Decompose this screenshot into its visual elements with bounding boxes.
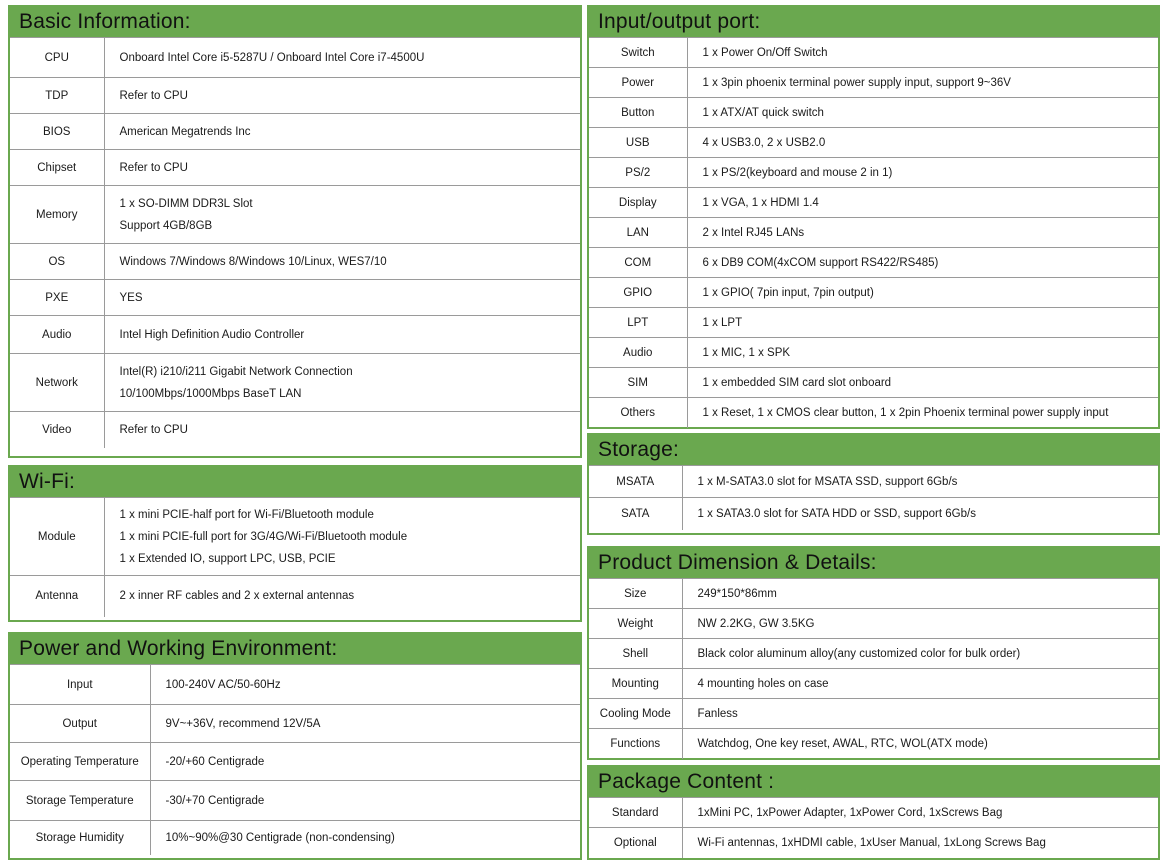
- power-environment-section: [8, 632, 582, 860]
- spec-value: [104, 576, 580, 617]
- spec-value: [150, 781, 580, 821]
- spec-label: Operating Temperature: [10, 743, 150, 781]
- spec-value-line: Refer to CPU: [119, 423, 188, 436]
- spec-row: [589, 398, 1158, 428]
- spec-value: [104, 150, 580, 186]
- spec-value-line: Refer to CPU: [119, 89, 188, 102]
- spec-value-line: 1xMini PC, 1xPower Adapter, 1xPower Cord, 1xScrews Bag: [697, 806, 1003, 819]
- package-content-section: [587, 765, 1160, 860]
- spec-row: [10, 114, 580, 150]
- spec-label: BIOS: [10, 114, 104, 150]
- spec-value-line: 1 x embedded SIM card slot onboard: [702, 376, 892, 389]
- spec-value-line: NW 2.2KG, GW 3.5KG: [697, 617, 815, 630]
- basic-information-table: [10, 37, 580, 448]
- package-content-table: [589, 797, 1158, 858]
- spec-row: [10, 78, 580, 114]
- spec-row: [10, 186, 580, 244]
- spec-value: [687, 188, 1158, 218]
- spec-value-line: Windows 7/Windows 8/Windows 10/Linux, WES7/10: [119, 255, 387, 268]
- spec-value-line: American Megatrends Inc: [119, 125, 251, 138]
- spec-row: [10, 665, 580, 705]
- spec-value: [687, 98, 1158, 128]
- io-port-table: [589, 37, 1158, 428]
- spec-value-line: 1 x SATA3.0 slot for SATA HDD or SSD, support 6Gb/s: [697, 507, 976, 520]
- spec-row: [10, 705, 580, 743]
- spec-row: [589, 669, 1158, 699]
- spec-label: OS: [10, 244, 104, 280]
- spec-label: Storage Humidity: [10, 821, 150, 855]
- spec-label: Module: [10, 498, 104, 576]
- storage-table: [589, 465, 1158, 530]
- spec-label: Display: [589, 188, 687, 218]
- spec-value-line: 9V~+36V, recommend 12V/5A: [165, 717, 321, 730]
- spec-value: [150, 665, 580, 705]
- spec-row: [10, 412, 580, 448]
- spec-label: Video: [10, 412, 104, 448]
- spec-value: [682, 466, 1158, 498]
- spec-value: [104, 78, 580, 114]
- spec-value-line: Fanless: [697, 707, 738, 720]
- spec-row: [589, 798, 1158, 828]
- spec-label: LAN: [589, 218, 687, 248]
- spec-label: Power: [589, 68, 687, 98]
- spec-value: [687, 248, 1158, 278]
- spec-label: TDP: [10, 78, 104, 114]
- spec-label: COM: [589, 248, 687, 278]
- spec-row: [10, 576, 580, 617]
- spec-value: [682, 579, 1158, 609]
- spec-value: [687, 158, 1158, 188]
- spec-row: [10, 743, 580, 781]
- spec-row: [589, 609, 1158, 639]
- spec-value-line: 1 x ATX/AT quick switch: [702, 106, 824, 119]
- spec-value-line: -30/+70 Centigrade: [165, 794, 265, 807]
- basic-information-section: [8, 5, 582, 458]
- spec-label: USB: [589, 128, 687, 158]
- power-environment-table: [10, 664, 580, 855]
- spec-row: [10, 821, 580, 855]
- spec-row: [589, 639, 1158, 669]
- spec-value-line: 6 x DB9 COM(4xCOM support RS422/RS485): [702, 256, 939, 269]
- spec-value-line: 1 x M-SATA3.0 slot for MSATA SSD, support 6Gb/s: [697, 475, 958, 488]
- storage-title: Storage:: [589, 435, 1158, 465]
- spec-value-line: 249*150*86mm: [697, 587, 777, 600]
- spec-value: [104, 316, 580, 354]
- spec-value: [687, 338, 1158, 368]
- spec-row: [589, 128, 1158, 158]
- wifi-table: [10, 497, 580, 617]
- spec-label: Chipset: [10, 150, 104, 186]
- spec-value-line: 2 x inner RF cables and 2 x external antennas: [119, 590, 355, 603]
- spec-row: [589, 338, 1158, 368]
- io-port-section: [587, 5, 1160, 429]
- spec-label: SIM: [589, 368, 687, 398]
- spec-value-line: Support 4GB/8GB: [119, 219, 213, 232]
- spec-value-line: Onboard Intel Core i5-5287U / Onboard Intel Core i7-4500U: [119, 51, 425, 64]
- spec-row: [10, 354, 580, 412]
- spec-row: [589, 828, 1158, 858]
- spec-row: [589, 158, 1158, 188]
- spec-value-line: YES: [119, 291, 143, 304]
- spec-label: Antenna: [10, 576, 104, 617]
- basic-information-title: Basic Information:: [10, 7, 580, 37]
- spec-value: [687, 128, 1158, 158]
- spec-label: PS/2: [589, 158, 687, 188]
- spec-row: [10, 244, 580, 280]
- spec-row: [589, 498, 1158, 530]
- spec-value-line: 1 x Extended IO, support LPC, USB, PCIE: [119, 552, 336, 565]
- spec-value: [104, 280, 580, 316]
- spec-value-line: Intel(R) i210/i211 Gigabit Network Connection: [119, 365, 353, 378]
- spec-value-line: Refer to CPU: [119, 161, 188, 174]
- spec-value-line: 10%~90%@30 Centigrade (non-condensing): [165, 831, 395, 844]
- wifi-section: [8, 465, 582, 622]
- spec-row: [589, 38, 1158, 68]
- spec-row: [589, 68, 1158, 98]
- spec-value-line: Black color aluminum alloy(any customized color for bulk order): [697, 647, 1021, 660]
- power-environment-title: Power and Working Environment:: [10, 634, 580, 664]
- wifi-title: Wi-Fi:: [10, 467, 580, 497]
- spec-value-line: 1 x SO-DIMM DDR3L Slot: [119, 197, 253, 210]
- spec-label: Network: [10, 354, 104, 412]
- spec-label: Input: [10, 665, 150, 705]
- spec-label: CPU: [10, 38, 104, 78]
- spec-label: Shell: [589, 639, 682, 669]
- spec-label: Storage Temperature: [10, 781, 150, 821]
- spec-value: [687, 398, 1158, 428]
- spec-value: [104, 38, 580, 78]
- spec-value: [682, 669, 1158, 699]
- spec-value-line: Watchdog, One key reset, AWAL, RTC, WOL(ATX mode): [697, 737, 988, 750]
- product-dimension-table: [589, 578, 1158, 759]
- spec-label: Switch: [589, 38, 687, 68]
- spec-value-line: Wi-Fi antennas, 1xHDMI cable, 1xUser Manual, 1xLong Screws Bag: [697, 836, 1046, 849]
- spec-value: [104, 498, 580, 576]
- spec-row: [589, 466, 1158, 498]
- product-dimension-section: [587, 546, 1160, 760]
- spec-row: [589, 98, 1158, 128]
- spec-value-line: 1 x Power On/Off Switch: [702, 46, 828, 59]
- spec-label: SATA: [589, 498, 682, 530]
- spec-value: [104, 244, 580, 280]
- spec-label: Audio: [589, 338, 687, 368]
- spec-value: [687, 218, 1158, 248]
- spec-value-line: 1 x PS/2(keyboard and mouse 2 in 1): [702, 166, 893, 179]
- spec-value-line: 1 x mini PCIE-full port for 3G/4G/Wi-Fi/Bluetooth module: [119, 530, 408, 543]
- spec-value-line: 1 x mini PCIE-half port for Wi-Fi/Bluetooth module: [119, 508, 374, 521]
- spec-label: Others: [589, 398, 687, 428]
- spec-value: [682, 699, 1158, 729]
- spec-value: [687, 368, 1158, 398]
- spec-value: [104, 186, 580, 244]
- spec-value-line: 1 x LPT: [702, 316, 743, 329]
- spec-row: [589, 218, 1158, 248]
- spec-label: Standard: [589, 798, 682, 828]
- spec-value-line: 100-240V AC/50-60Hz: [165, 678, 281, 691]
- spec-label: Mounting: [589, 669, 682, 699]
- product-dimension-title: Product Dimension & Details:: [589, 548, 1158, 578]
- spec-row: [589, 368, 1158, 398]
- package-content-title: Package Content :: [589, 767, 1158, 797]
- spec-value-line: 1 x 3pin phoenix terminal power supply input, support 9~36V: [702, 76, 1011, 89]
- spec-label: Output: [10, 705, 150, 743]
- spec-value-line: 10/100Mbps/1000Mbps BaseT LAN: [119, 387, 302, 400]
- spec-label: GPIO: [589, 278, 687, 308]
- spec-label: MSATA: [589, 466, 682, 498]
- spec-row: [589, 729, 1158, 759]
- spec-label: Functions: [589, 729, 682, 759]
- spec-value: [682, 609, 1158, 639]
- spec-row: [10, 498, 580, 576]
- spec-value: [150, 705, 580, 743]
- spec-value: [104, 114, 580, 150]
- spec-label: Memory: [10, 186, 104, 244]
- spec-row: [589, 699, 1158, 729]
- spec-label: Optional: [589, 828, 682, 858]
- spec-value-line: Intel High Definition Audio Controller: [119, 328, 305, 341]
- spec-value: [682, 498, 1158, 530]
- spec-value-line: 1 x MIC, 1 x SPK: [702, 346, 791, 359]
- spec-value-line: 4 x USB3.0, 2 x USB2.0: [702, 136, 826, 149]
- spec-label: LPT: [589, 308, 687, 338]
- spec-label: Cooling Mode: [589, 699, 682, 729]
- spec-value: [687, 68, 1158, 98]
- spec-row: [589, 308, 1158, 338]
- spec-value: [104, 354, 580, 412]
- spec-row: [10, 781, 580, 821]
- spec-label: Weight: [589, 609, 682, 639]
- spec-value: [687, 38, 1158, 68]
- io-port-title: Input/output port:: [589, 7, 1158, 37]
- spec-value: [682, 729, 1158, 759]
- spec-value: [104, 412, 580, 448]
- spec-value-line: 4 mounting holes on case: [697, 677, 829, 690]
- spec-row: [589, 188, 1158, 218]
- storage-section: [587, 433, 1160, 535]
- spec-value-line: -20/+60 Centigrade: [165, 755, 265, 768]
- spec-value: [687, 278, 1158, 308]
- spec-value-line: 2 x Intel RJ45 LANs: [702, 226, 805, 239]
- spec-value: [682, 828, 1158, 858]
- spec-label: Audio: [10, 316, 104, 354]
- spec-value: [150, 743, 580, 781]
- spec-value-line: 1 x GPIO( 7pin input, 7pin output): [702, 286, 874, 299]
- spec-label: Size: [589, 579, 682, 609]
- spec-row: [589, 579, 1158, 609]
- spec-value: [682, 798, 1158, 828]
- spec-value-line: 1 x Reset, 1 x CMOS clear button, 1 x 2pin Phoenix terminal power supply input: [702, 406, 1109, 419]
- spec-label: PXE: [10, 280, 104, 316]
- spec-label: Button: [589, 98, 687, 128]
- spec-value-line: 1 x VGA, 1 x HDMI 1.4: [702, 196, 819, 209]
- spec-row: [589, 248, 1158, 278]
- spec-value: [682, 639, 1158, 669]
- spec-value: [687, 308, 1158, 338]
- spec-row: [10, 38, 580, 78]
- spec-row: [589, 278, 1158, 308]
- spec-row: [10, 150, 580, 186]
- spec-row: [10, 280, 580, 316]
- spec-row: [10, 316, 580, 354]
- spec-value: [150, 821, 580, 855]
